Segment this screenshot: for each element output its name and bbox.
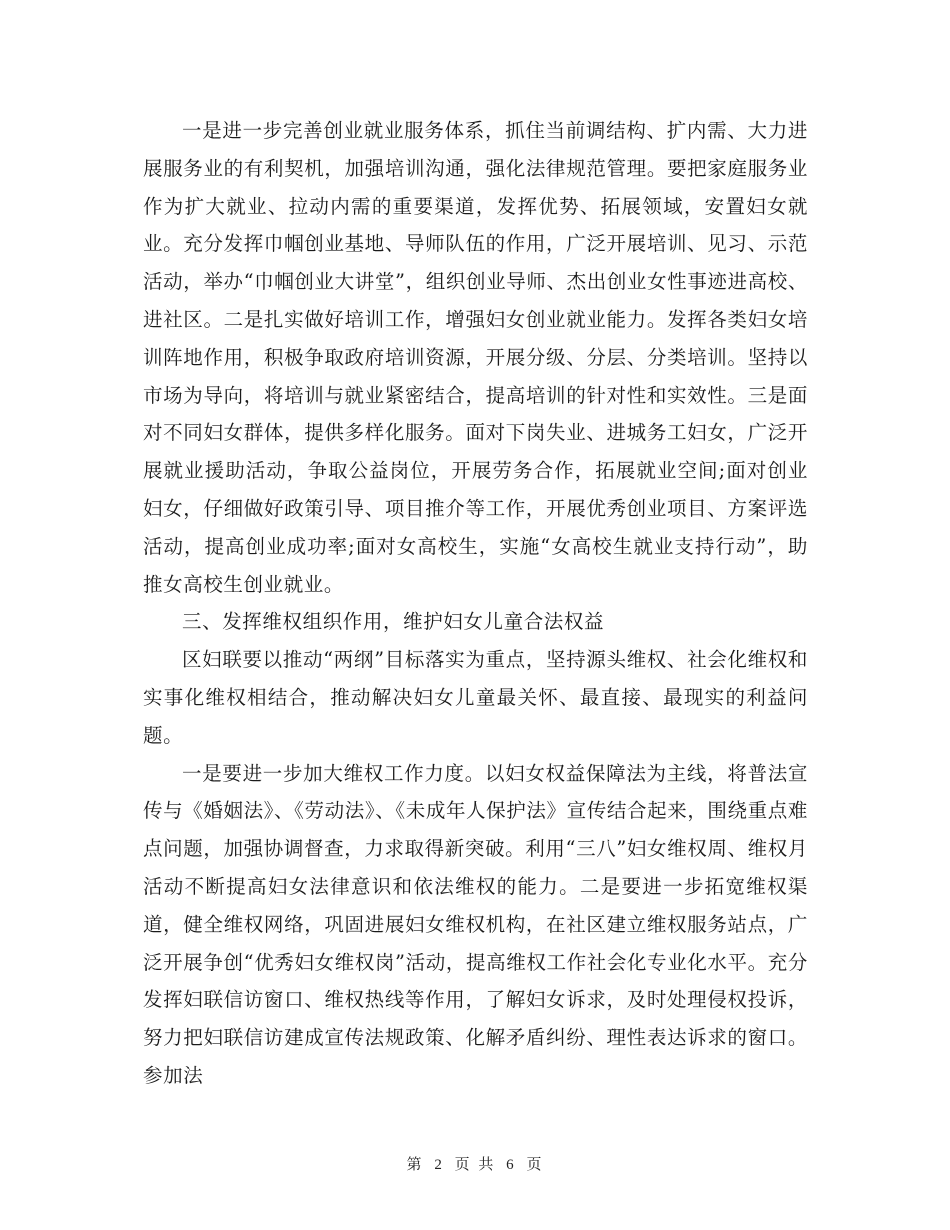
page-number-footer — [0, 1153, 950, 1174]
footer-middle: 页 共 — [454, 1155, 496, 1173]
footer-prefix: 第 — [406, 1155, 424, 1173]
footer-suffix: 页 — [526, 1155, 544, 1173]
paragraph-employment-services: 一是进一步完善创业就业服务体系，抓住当前调结构、扩内需、大力进展服务业的有利契机，加强培训沟通，强化法律规范管理。要把家庭服务业作为扩大就业、拉动内需的重要渠道，发挥优势、拓展领域，安置妇女就业。充分发挥巾帼创业基地、导师队伍的作用，广泛开展培训、见习、示范活动，举办“巾帼创业大讲堂”，组织创业导师、杰出创业女性事迹进高校、进社区。二是扎实做好培训工作，增强妇女创业就业能力。发挥各类妇女培训阵地作用，积极争取政府培训资源，开展分级、分层、分类培训。坚持以市场为导向，将培训与就业紧密结合，提高培训的针对性和实效性。三是面对不同妇女群体，提供多样化服务。面对下岗失业、进城务工妇女，广泛开展就业援助活动，争取公益岗位，开展劳务合作，拓展就业空间;面对创业妇女，仔细做好政策引导、项目推介等工作，开展优秀创业项目、方案评选活动，提高创业成功率;面对女高校生，实施“女高校生就业支持行动”，助推女高校生创业就业。 — [143, 119, 808, 596]
document-body — [143, 112, 808, 1095]
total-pages-number: 6 — [506, 1157, 516, 1173]
paragraph-rights-intro: 区妇联要以推动“两纲”目标落实为重点，坚持源头维权、社会化维权和实事化维权相结合，推动解决妇女儿童最关怀、最直接、最现实的利益问题。 — [143, 648, 808, 747]
section-heading-rights-protection: 三、发挥维权组织作用，维护妇女儿童合法权益 — [182, 610, 605, 634]
current-page-number: 2 — [434, 1157, 444, 1173]
paragraph-rights-work: 一是要进一步加大维权工作力度。以妇女权益保障法为主线，将普法宣传与《婚姻法》、《劳动法》、《未成年人保护法》宣传结合起来，围绕重点难点问题，加强协调督查，力求取得新突破。利用“三八”妇女维权周、维权月活动不断提高妇女法律意识和依法维权的能力。二是要进一步拓宽维权渠道，健全维权网络，巩固进展妇女维权机构，在社区建立维权服务站点，广泛开展争创“优秀妇女维权岗”活动，提高维权工作社会化专业化水平。充分发挥妇联信访窗口、维权热线等作用，了解妇女诉求，及时处理侵权投诉，努力把妇联信访建成宣传法规政策、化解矛盾纠纷、理性表达诉求的窗口。参加法 — [143, 761, 808, 1087]
